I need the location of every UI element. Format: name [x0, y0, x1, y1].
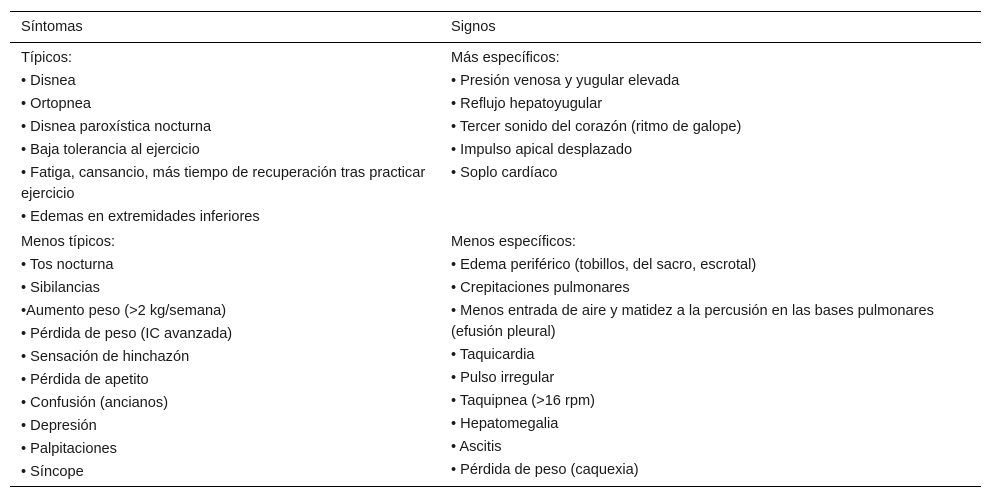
list-item: • Pulso irregular	[451, 370, 555, 386]
list-item: • Tos nocturna	[21, 257, 114, 273]
list-item: • Edemas en extremidades inferiores	[21, 209, 260, 225]
list-item: • Disnea	[21, 73, 76, 89]
list-item: • Fatiga, cansancio, más tiempo de recuperación tras practicar ejercicio	[21, 165, 430, 202]
list-item: • Ortopnea	[21, 96, 92, 112]
table-header	[10, 12, 981, 43]
list-item: • Síncope	[21, 464, 84, 480]
tipicos-title: Típicos:	[21, 50, 73, 66]
tipicos-cell	[10, 47, 440, 229]
header-signos: Signos	[451, 19, 496, 35]
list-item: • Taquipnea (>16 rpm)	[451, 393, 595, 409]
list-item: • Edema periférico (tobillos, del sacro, escrotal)	[451, 257, 757, 273]
list-item: • Hepatomegalia	[451, 416, 559, 432]
table-body	[10, 43, 981, 486]
menos-tipicos-cell	[10, 231, 440, 484]
list-item: • Confusión (ancianos)	[21, 395, 169, 411]
list-item: • Palpitaciones	[21, 441, 117, 457]
list-item: • Tercer sonido del corazón (ritmo de galope)	[451, 119, 742, 135]
list-item: • Impulso apical desplazado	[451, 142, 633, 158]
list-item: • Sibilancias	[21, 280, 100, 296]
menos-especificos-cell	[440, 231, 981, 484]
table-row	[10, 43, 981, 229]
list-item: • Pérdida de peso (IC avanzada)	[21, 326, 233, 342]
list-item: • Presión venosa y yugular elevada	[451, 73, 680, 89]
mas-especificos-title: Más específicos:	[451, 50, 560, 66]
list-item: • Menos entrada de aire y matidez a la percusión en las bases pulmonares (efusión pleural)	[451, 303, 938, 340]
list-item: • Crepitaciones pulmonares	[451, 280, 630, 296]
list-item: • Pérdida de apetito	[21, 372, 149, 388]
menos-tipicos-title: Menos típicos:	[21, 234, 116, 250]
header-sintomas: Síntomas	[21, 19, 83, 35]
list-item: • Disnea paroxística nocturna	[21, 119, 212, 135]
list-item: • Sensación de hinchazón	[21, 349, 190, 365]
mas-especificos-cell	[440, 47, 981, 229]
table-row	[10, 229, 981, 484]
list-item: • Reflujo hepatoyugular	[451, 96, 603, 112]
list-item: • Depresión	[21, 418, 97, 434]
list-item: • Soplo cardíaco	[451, 165, 558, 181]
menos-especificos-title: Menos específicos:	[451, 234, 576, 250]
list-item: • Baja tolerancia al ejercicio	[21, 142, 200, 158]
symptoms-signs-table	[10, 11, 981, 487]
list-item: • Ascitis	[451, 439, 502, 455]
list-item: • Taquicardia	[451, 347, 535, 363]
list-item: •Aumento peso (>2 kg/semana)	[21, 303, 227, 319]
list-item: • Pérdida de peso (caquexia)	[451, 462, 639, 478]
